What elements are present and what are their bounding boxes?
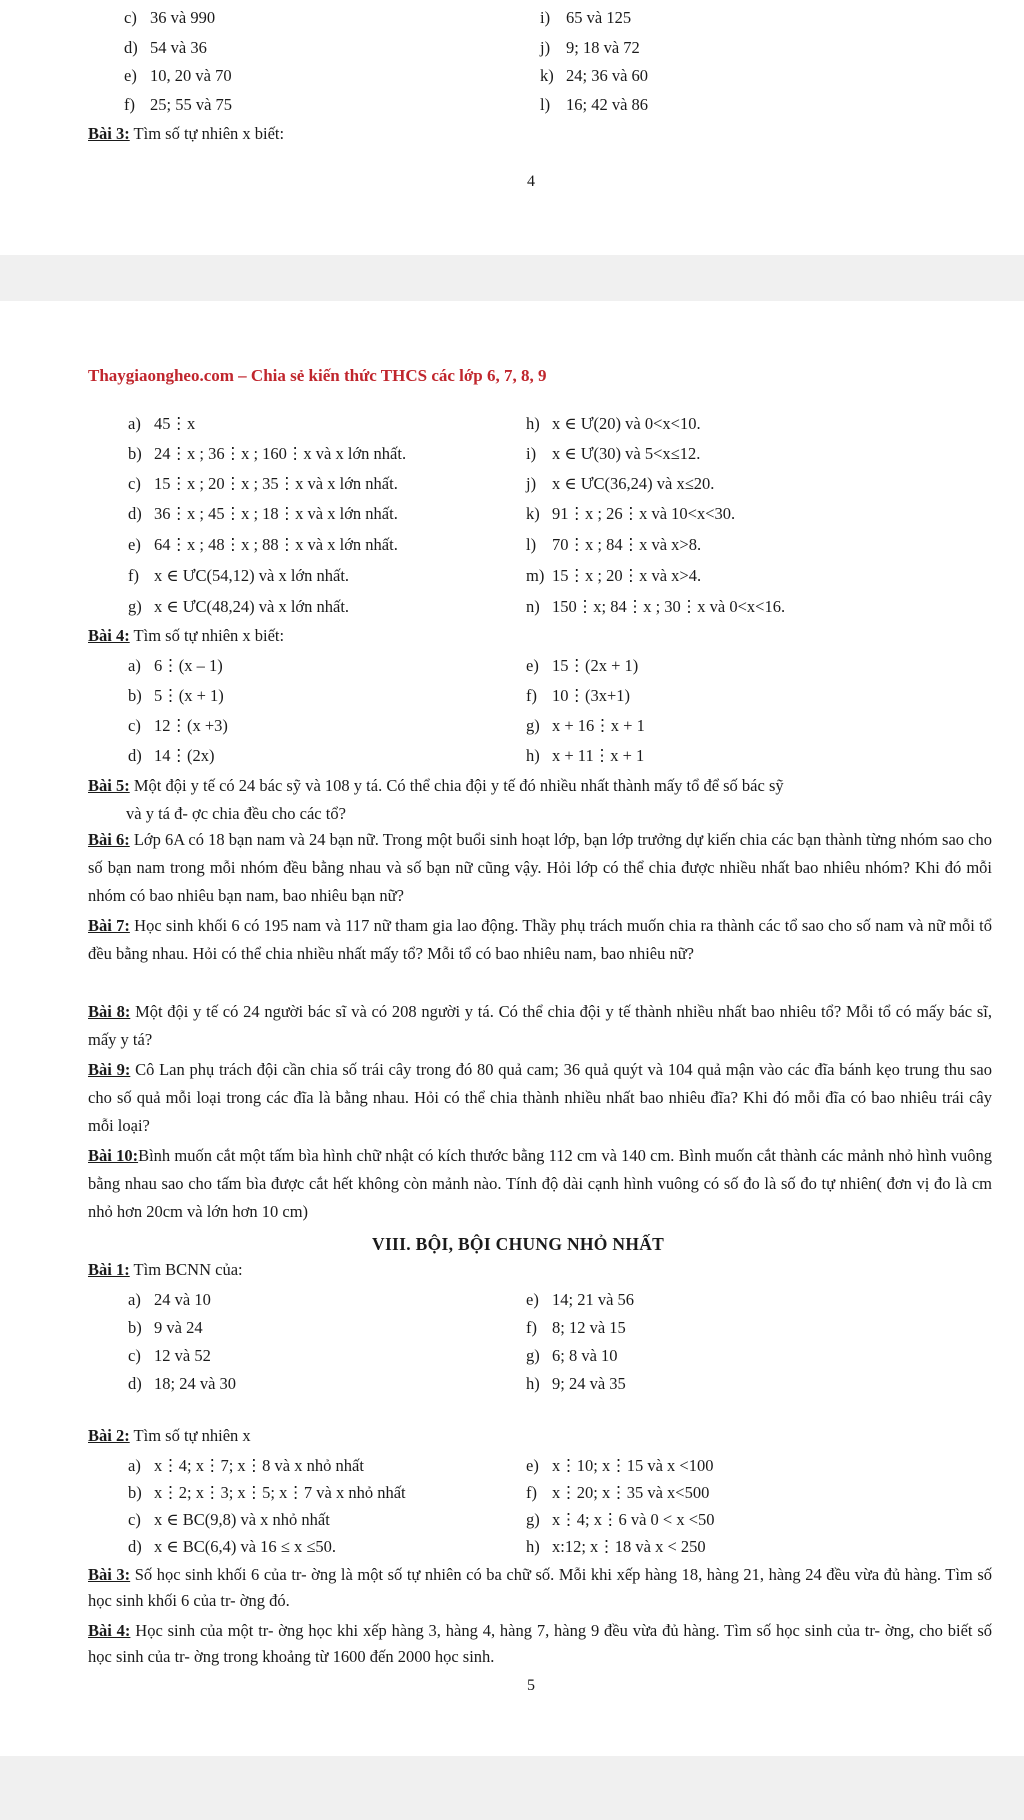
list-item: l) 70⋮x ; 84⋮x và x>8. bbox=[526, 535, 702, 554]
list-item: g) x⋮4; x⋮6 và 0 < x <50 bbox=[526, 1510, 715, 1529]
exercise-heading: Bài 3: Tìm số tự nhiên x biết: bbox=[88, 124, 285, 143]
list-item: a) 24 và 10 bbox=[128, 1290, 211, 1309]
list-item: h) 9; 24 và 35 bbox=[526, 1374, 626, 1393]
list-item: d) 54 và 36 bbox=[124, 38, 207, 57]
list-item: n) 150⋮x; 84⋮x ; 30⋮x và 0<x<16. bbox=[526, 597, 786, 616]
list-item: e) 15⋮(2x + 1) bbox=[526, 656, 639, 675]
list-item: i) x ∈ Ư(30) và 5<x≤12. bbox=[526, 444, 701, 463]
list-item: e) x⋮10; x⋮15 và x <100 bbox=[526, 1456, 714, 1475]
problem-paragraph: Bài 10:Bình muốn cắt một tấm bìa hình chữ nhật có kích thước bằng 112 cm và 140 cm. Bình muốn cắt thành các mảnh nhỏ hình vuông bằng nhau sao cho tấm bìa được cắt hết không còn mảnh nào. Tính độ dài cạnh hình vuông có số đo là số đo tự nhiên( đơn vị đo là cm nhỏ hơn 20cm và lớn hơn 10 cm) bbox=[88, 1146, 992, 1221]
problem-paragraph: Bài 8: Một đội y tế có 24 người bác sĩ và có 208 người y tá. Có thể chia đội y tế thành nhiều nhất bao nhiêu tổ? Mỗi tổ có mấy bác sĩ, mấy y tá? bbox=[88, 1002, 992, 1049]
list-item: h) x ∈ Ư(20) và 0<x<10. bbox=[526, 414, 701, 433]
list-item: m) 15⋮x ; 20⋮x và x>4. bbox=[526, 566, 702, 585]
list-item: j) 9; 18 và 72 bbox=[540, 38, 640, 57]
problem-paragraph: Bài 3: Số học sinh khối 6 của tr- ờng là một số tự nhiên có ba chữ số. Mỗi khi xếp hàng 18, hàng 21, hàng 24 đều vừa đủ hàng. Tìm số học sinh khối 6 của tr- ờng đó. bbox=[88, 1565, 992, 1610]
list-item: c) x ∈ BC(9,8) và x nhỏ nhất bbox=[128, 1510, 330, 1529]
exercise-heading: Bài 1: Tìm BCNN của: bbox=[88, 1260, 243, 1279]
list-item: i) 65 và 125 bbox=[540, 8, 632, 27]
list-item: f) 8; 12 và 15 bbox=[526, 1318, 626, 1337]
problem-paragraph: Bài 6: Lớp 6A có 18 bạn nam và 24 bạn nữ. Trong một buổi sinh hoạt lớp, bạn lớp trưởng dự kiến chia các bạn thành từng nhóm sao cho số bạn nam trong mỗi nhóm đều bằng nhau và số bạn nữ cũng vậy. Hỏi lớp có thể chia được nhiều nhất bao nhiêu nhóm? Khi đó mỗi nhóm có bao nhiêu bạn nam, bao nhiêu bạn nữ? bbox=[88, 830, 992, 905]
problem-paragraph: Bài 7: Học sinh khối 6 có 195 nam và 117 nữ tham gia lao động. Thầy phụ trách muốn chia ra thành các tổ sao cho số nam và nữ mỗi tổ đều bằng nhau. Hỏi có thể chia nhiều nhất mấy tổ? Mỗi tổ có bao nhiêu nam, bao nhiêu nữ? bbox=[88, 916, 992, 963]
list-item: c) 15⋮x ; 20⋮x ; 35⋮x và x lớn nhất. bbox=[128, 474, 398, 493]
list-item: g) x + 16⋮x + 1 bbox=[526, 716, 645, 735]
list-item: c) 12⋮(x +3) bbox=[128, 716, 228, 735]
exercise-heading: Bài 2: Tìm số tự nhiên x bbox=[88, 1426, 251, 1445]
page-gap-top bbox=[0, 255, 1024, 301]
list-item: c) 36 và 990 bbox=[124, 8, 216, 27]
list-item: d) 18; 24 và 30 bbox=[128, 1374, 237, 1393]
exercise-heading: Bài 4: Tìm số tự nhiên x biết: bbox=[88, 626, 285, 645]
section-heading: VIII. BỘI, BỘI CHUNG NHỎ NHẤT bbox=[372, 1234, 665, 1254]
list-item: b) 24⋮x ; 36⋮x ; 160⋮x và x lớn nhất. bbox=[128, 444, 407, 463]
list-item: e) 10, 20 và 70 bbox=[124, 66, 232, 85]
page-number: 5 bbox=[527, 1677, 535, 1694]
list-item: g) 6; 8 và 10 bbox=[526, 1346, 618, 1365]
list-item: a) 45⋮x bbox=[128, 414, 196, 433]
list-item: h) x:12; x⋮18 và x < 250 bbox=[526, 1537, 706, 1556]
list-item: l) 16; 42 và 86 bbox=[540, 95, 649, 114]
problem-paragraph: Bài 5: Một đội y tế có 24 bác sỹ và 108 y tá. Có thể chia đội y tế đó nhiều nhất thành mấy tổ để số bác sỹ bbox=[88, 776, 784, 795]
problem-paragraph: Bài 4: Học sinh của một tr- ờng học khi xếp hàng 3, hàng 4, hàng 7, hàng 9 đều vừa đủ hàng. Tìm số học sinh của tr- ờng, cho biết số học sinh của tr- ờng trong khoảng từ 1600 đến 2000 học sinh. bbox=[88, 1621, 992, 1666]
list-item: b) 9 và 24 bbox=[128, 1318, 203, 1337]
list-item: d) 14⋮(2x) bbox=[128, 746, 215, 765]
list-item: f) x ∈ ƯC(54,12) và x lớn nhất. bbox=[128, 566, 350, 585]
list-item: g) x ∈ ƯC(48,24) và x lớn nhất. bbox=[128, 597, 350, 616]
page-gap-bottom bbox=[0, 1756, 1024, 1820]
page-number: 4 bbox=[527, 173, 535, 190]
list-item: a) 6⋮(x – 1) bbox=[128, 656, 223, 675]
list-item: a) x⋮4; x⋮7; x⋮8 và x nhỏ nhất bbox=[128, 1456, 364, 1475]
list-item: j) x ∈ ƯC(36,24) và x≤20. bbox=[526, 474, 715, 493]
list-item: d) 36⋮x ; 45⋮x ; 18⋮x và x lớn nhất. bbox=[128, 504, 398, 523]
list-item: c) 12 và 52 bbox=[128, 1346, 211, 1365]
list-item: e) 14; 21 và 56 bbox=[526, 1290, 635, 1309]
list-item: e) 64⋮x ; 48⋮x ; 88⋮x và x lớn nhất. bbox=[128, 535, 398, 554]
list-item: f) 10⋮(3x+1) bbox=[526, 686, 631, 705]
list-item: k) 24; 36 và 60 bbox=[540, 66, 649, 85]
list-item: b) x⋮2; x⋮3; x⋮5; x⋮7 và x nhỏ nhất bbox=[128, 1483, 406, 1502]
list-item: f) x⋮20; x⋮35 và x<500 bbox=[526, 1483, 710, 1502]
list-item: h) x + 11⋮x + 1 bbox=[526, 746, 645, 765]
list-item: b) 5⋮(x + 1) bbox=[128, 686, 224, 705]
problem-paragraph: Bài 9: Cô Lan phụ trách đội cần chia số trái cây trong đó 80 quả cam; 36 quả quýt và 104 quả mận vào các đĩa bánh kẹo trung thu sao cho số quả mỗi loại trong các đĩa là bằng nhau. Hỏi có thể chia thành nhiều nhất bao nhiêu đĩa? Khi đó mỗi đĩa có bao nhiêu trái cây mỗi loại? bbox=[88, 1060, 992, 1135]
list-item: d) x ∈ BC(6,4) và 16 ≤ x ≤50. bbox=[128, 1537, 337, 1556]
list-item: k) 91⋮x ; 26⋮x và 10<x<30. bbox=[526, 504, 736, 523]
list-item: f) 25; 55 và 75 bbox=[124, 95, 233, 114]
problem-continuation: và y tá đ- ợc chia đều cho các tổ? bbox=[126, 804, 346, 823]
page-header: Thaygiaongheo.com – Chia sẻ kiến thức THCS các lớp 6, 7, 8, 9 bbox=[88, 366, 547, 385]
